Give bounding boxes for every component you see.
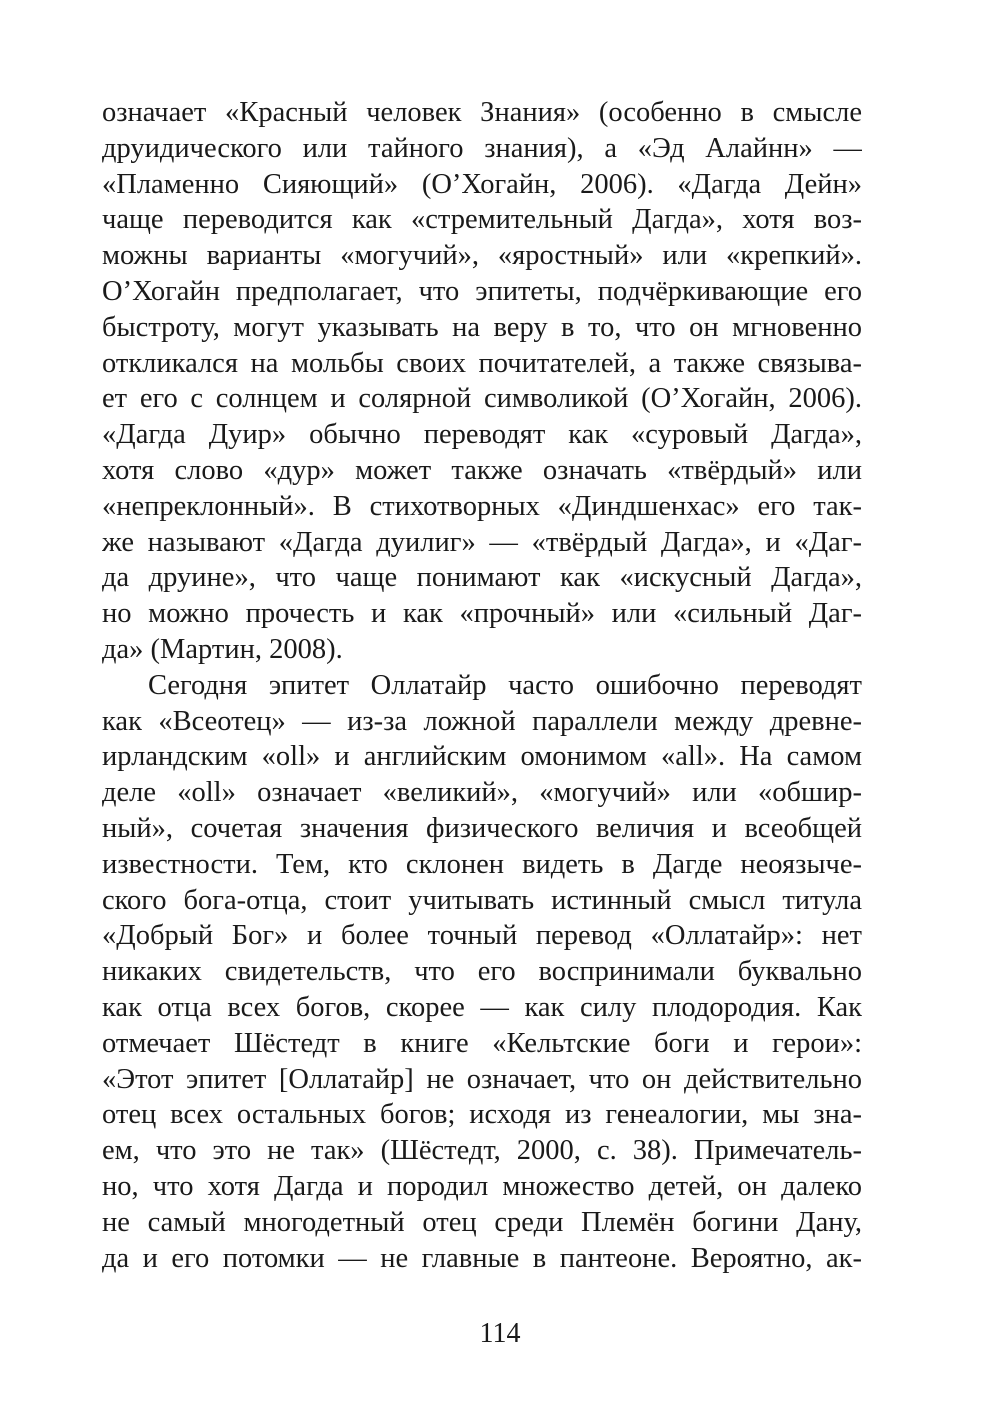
- text-line: ет его с солнцем и солярной символикой (О’Хогайн, 2006).: [102, 383, 862, 415]
- text-line: но, что хотя Дагда и породил множество детей, он далеко: [102, 1170, 862, 1202]
- text-line: ем, что это не так» (Шёстедт, 2000, с. 38). Примечатель-: [102, 1135, 862, 1167]
- text-line: как отца всех богов, скорее — как силу плодородия. Как: [102, 991, 862, 1023]
- text-line: друидического или тайного знания), а «Эд Алайнн» —: [102, 132, 862, 164]
- paragraph-1: [102, 95, 862, 668]
- text-line: «Добрый Бог» и более точный перевод «Оллатайр»: нет: [102, 920, 862, 952]
- text-line: известности. Тем, кто склонен видеть в Дагде неоязыче-: [102, 848, 862, 880]
- body-text: [102, 95, 862, 1276]
- text-line: «Дагда Дуир» обычно переводят как «суровый Дагда»,: [102, 419, 862, 451]
- page-number: 114: [479, 1318, 521, 1349]
- text-line: «непреклонный». В стихотворных «Диндшенхас» его так-: [102, 490, 862, 522]
- text-line: да друине», что чаще понимают как «искусный Дагда»,: [102, 562, 862, 594]
- text-line: означает «Красный человек Знания» (особенно в смысле: [102, 97, 862, 128]
- text-line: ный», сочетая значения физического величия и всеобщей: [102, 812, 862, 844]
- text-line: же называют «Дагда дуилиг» — «твёрдый Дагда», и «Даг-: [102, 526, 862, 558]
- text-line: отмечает Шёстедт в книге «Кельтские боги и герои»:: [102, 1027, 862, 1059]
- text-line: ского бога-отца, стоит учитывать истинный смысл титула: [102, 884, 862, 916]
- text-line: но можно прочесть и как «прочный» или «сильный Даг-: [102, 598, 862, 630]
- text-line: можны варианты «могучий», «яростный» или «крепкий».: [102, 240, 862, 272]
- text-line: не самый многодетный отец среди Племён богини Дану,: [102, 1206, 862, 1238]
- text-line: никаких свидетельств, что его воспринимали буквально: [102, 956, 862, 988]
- text-line: чаще переводится как «стремительный Дагда», хотя воз-: [102, 204, 862, 236]
- text-line: О’Хогайн предполагает, что эпитеты, подчёркивающие его: [102, 275, 862, 307]
- paragraph-2: [102, 668, 862, 1277]
- text-line: откликался на мольбы своих почитателей, а также связыва-: [102, 347, 862, 379]
- text-line: да» (Мартин, 2008).: [102, 633, 343, 665]
- text-line: «Этот эпитет [Оллатайр] не означает, что он действительно: [102, 1063, 862, 1095]
- text-line: как «Всеотец» — из-за ложной параллели между древне-: [102, 705, 862, 737]
- text-line: «Пламенно Сияющий» (О’Хогайн, 2006). «Дагда Дейн»: [102, 168, 862, 200]
- text-line: ирландским «oll» и английским омонимом «all». На самом: [102, 741, 862, 773]
- text-line: хотя слово «дур» может также означать «твёрдый» или: [102, 454, 862, 486]
- text-line: Сегодня эпитет Оллатайр часто ошибочно переводят: [148, 669, 862, 701]
- text-line: отец всех остальных богов; исходя из генеалогии, мы зна-: [102, 1099, 862, 1131]
- text-line: быстроту, могут указывать на веру в то, что он мгновенно: [102, 311, 862, 343]
- text-line: деле «oll» означает «великий», «могучий» или «обшир-: [102, 777, 862, 809]
- text-line: да и его потомки — не главные в пантеоне. Вероятно, ак-: [102, 1242, 862, 1274]
